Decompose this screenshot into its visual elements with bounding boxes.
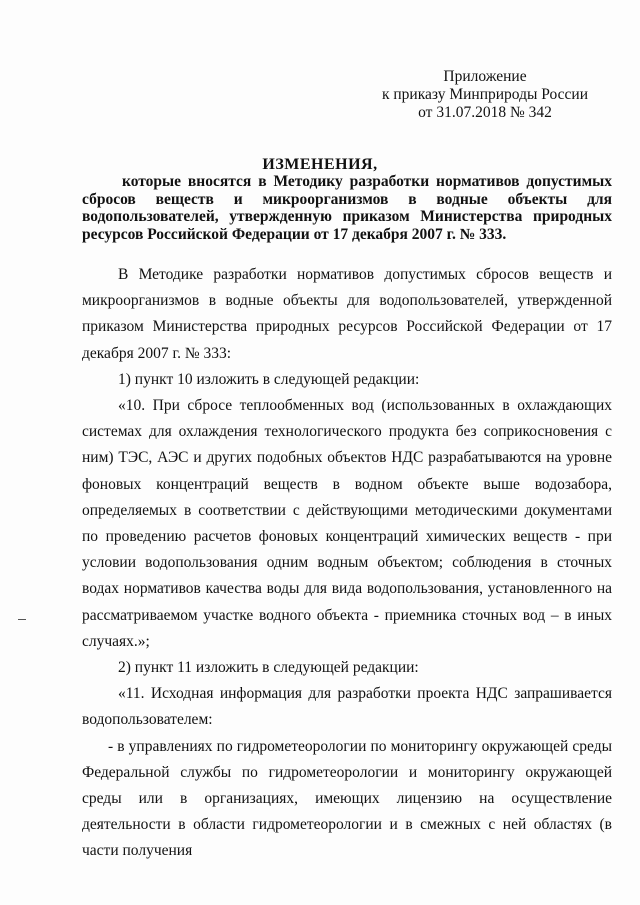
appendix-order-date: от 31.07.2018 № 342 (418, 104, 552, 121)
item-2-heading: 2) пункт 11 изложить в следующей редакции: (118, 659, 419, 677)
appendix-label: Приложение (443, 68, 527, 85)
item-11-bullet: - в управлениях по гидрометеорологии по мониторингу окружающей среды Федеральной службы по гидрометеорологии и мониторингу окружающей среды или в организациях, имеющих лицензию на осуществление деятельности в области гидрометеорологии и в смежных с ней областях (в части получения (82, 737, 612, 860)
appendix-header (360, 68, 610, 122)
item-10-text: «10. При сбросе теплообменных вод (использованных в охлаждающих системах для охлаждения технологического продукта без соприкосновения с ним) ТЭС, АЭС и других подобных объектов НДС разрабатываются на уровне фоновых концентраций веществ в водном объекте выше водозабора, определяемых в соответствии с действующими методическими документами по проведению расчетов фоновых концентраций химических веществ - при условии водопользования одним водным объектом; соблюдения в сточных водах нормативов качества воды для вида водопользования, установленного на рассматриваемом участке водного объекта - приемника сточных вод – в иных случаях.»; (82, 397, 612, 650)
scan-margin-mark (18, 619, 26, 620)
appendix-order-ref: к приказу Минприроды России (381, 86, 588, 103)
item-11-text: «11. Исходная информация для разработки проекта НДС запрашивается водопользователем: (82, 685, 612, 729)
document-body (82, 262, 612, 865)
intro-paragraph: В Методике разработки нормативов допустимых сбросов веществ и микроорганизмов в водные объекты для водопользователей, утвержденной приказом Министерства природных ресурсов Российской Федерации от 17 декабря 2007 г. № 333: (82, 266, 612, 362)
document-subtitle: которые вносятся в Методику разработки нормативов допустимых сбросов веществ и микроорганизмов в водные объекты для водопользователей, утвержденную приказом Министерства природных ресурсов Российской Федерации от 17 декабря 2007 г. № 333. (82, 173, 612, 243)
item-1-heading: 1) пункт 10 изложить в следующей редакции: (118, 370, 420, 388)
document-title: ИЗМЕНЕНИЯ, (262, 156, 378, 173)
